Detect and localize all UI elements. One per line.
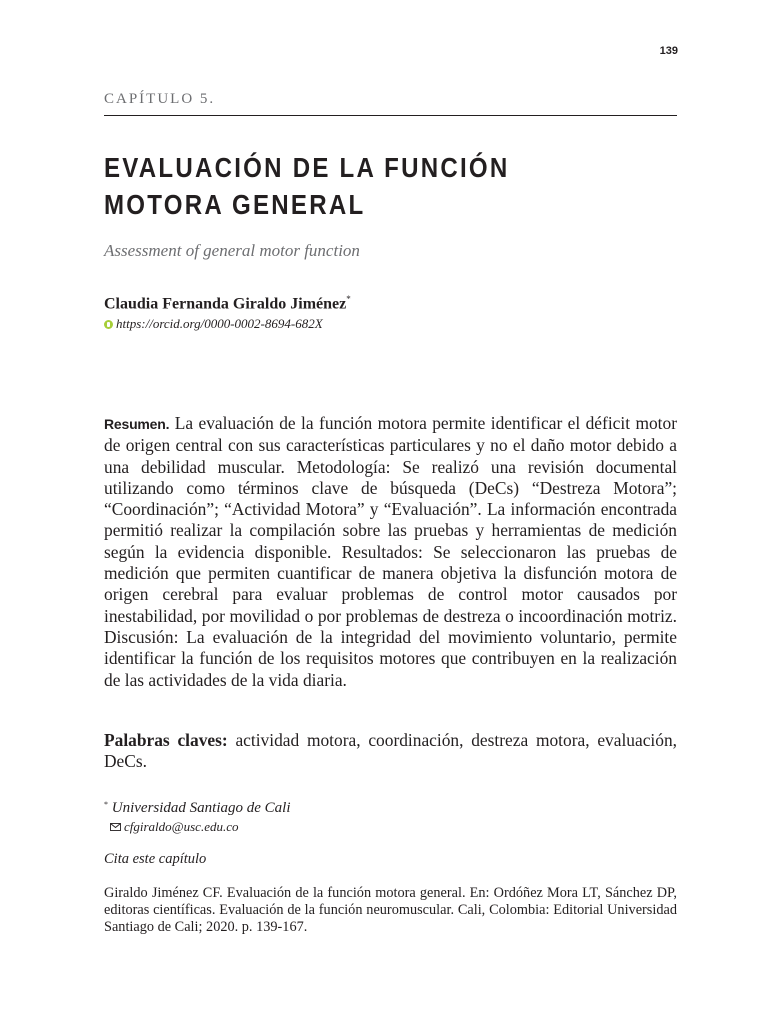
keywords-label: Palabras claves: [104, 730, 228, 750]
chapter-divider [104, 115, 677, 116]
affiliation-footnote-mark: * [104, 800, 108, 809]
author-name: Claudia Fernanda Giraldo Jiménez [104, 295, 347, 313]
abstract [104, 413, 677, 691]
chapter-title-line-2: MOTORA GENERAL [104, 189, 366, 220]
author-line [104, 294, 351, 313]
orcid-link[interactable]: https://orcid.org/0000-0002-8694-682X [116, 316, 323, 331]
email-link[interactable]: cfgiraldo@usc.edu.co [124, 819, 239, 834]
email-line [110, 819, 239, 835]
citation-heading: Cita este capítulo [104, 851, 207, 867]
chapter-title-line-1: EVALUACIÓN DE LA FUNCIÓN [104, 152, 510, 183]
chapter-label: CAPÍTULO 5. [104, 91, 216, 107]
mail-icon [110, 823, 121, 831]
orcid-icon [104, 320, 113, 329]
abstract-label: Resumen. [104, 416, 170, 432]
keywords [104, 730, 677, 772]
affiliation-institution: Universidad Santiago de Cali [111, 800, 291, 816]
page-number: 139 [659, 45, 678, 57]
citation-text: Giraldo Jiménez CF. Evaluación de la función motora general. En: Ordóñez Mora LT, Sánchez DP, editoras científicas. Evaluación de la función neuromuscular. Cali, Colombia: Editorial Universidad Santiago de Cali; 2020. p. 139-167. [104, 885, 677, 935]
chapter-subtitle: Assessment of general motor function [104, 241, 360, 260]
abstract-text: La evaluación de la función motora permite identificar el déficit motor de origen central con sus características particulares y no el daño motor debido a una debilidad muscular. Metodología: Se realizó una revisión documental utilizando como términos clave de búsqueda (DeCs) “Destreza Motora”; “Coordinación”; “Actividad Motora” y “Evaluación”. La información encontrada permitió realizar la compilación sobre las pruebas y herramientas de medición según la evidencia disponible. Resultados: Se seleccionaron las pruebas de medición que permiten cuantificar de manera objetiva la disfunción motora de origen cerebral para evaluar problemas de control motor causados por inestabilidad, por movilidad o por problemas de destreza o incoordinación motriz. Discusión: La evaluación de la integridad del movimiento voluntario, permite identificar la función de los requisitos motores que contribuyen en la realización de las actividades de la vida diaria. [104, 413, 677, 690]
chapter-title [104, 149, 586, 223]
orcid-line [104, 316, 323, 332]
keywords-text: actividad motora, coordinación, destreza motora, evaluación, DeCs. [104, 730, 678, 771]
affiliation [104, 800, 291, 817]
author-footnote-mark: * [346, 294, 351, 304]
